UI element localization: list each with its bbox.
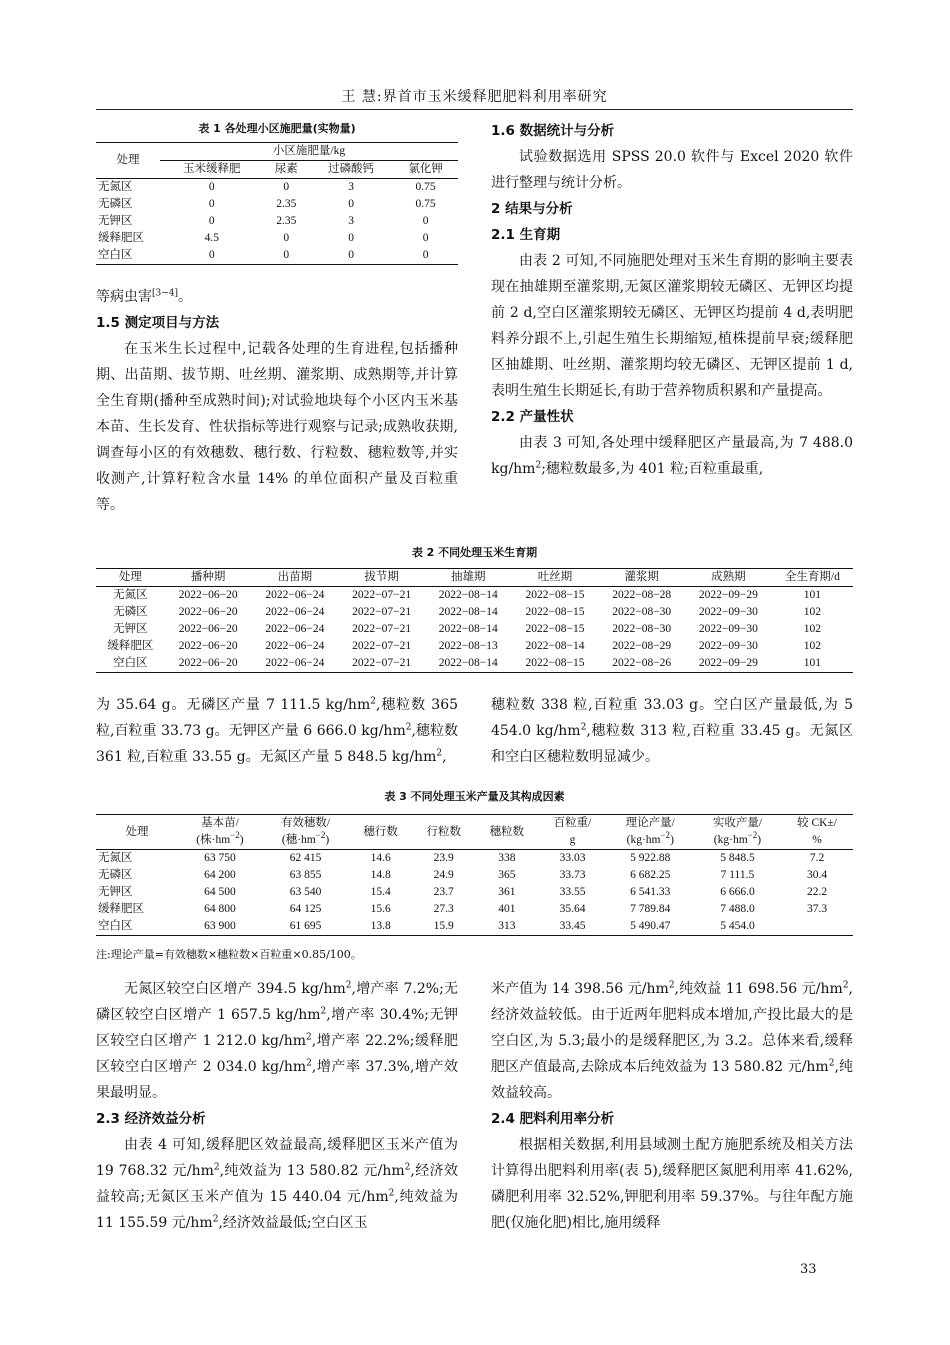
table-cell: 0 bbox=[208, 249, 215, 261]
table-cell: 2022−06−24 bbox=[265, 606, 325, 618]
table3 bbox=[96, 814, 853, 936]
table-cell: 无钾区 bbox=[113, 623, 148, 635]
para-cont: 等病虫害[3−4]。 bbox=[96, 288, 193, 305]
t2-head-col: 吐丝期 bbox=[537, 571, 573, 583]
para-yield-right: 穗粒数 338 粒,百粒重 33.03 g。空白区产量最低,为 5 454.0 $kg/hm^2$,穗粒数 313 粒,百粒重 33.45 g。无氮区和空白区穗粒数明显减少。 bbox=[491, 697, 854, 765]
table-row bbox=[96, 621, 853, 638]
table-cell: 2022−09−30 bbox=[698, 640, 758, 652]
t3-head: 有效穗数/ bbox=[280, 817, 331, 829]
table-cell: 2022−06−24 bbox=[265, 623, 325, 635]
t2-head-col: 播种期 bbox=[190, 571, 226, 583]
t3-head: 实收产量/ bbox=[712, 817, 763, 829]
table-cell: 2022−08−14 bbox=[525, 640, 585, 652]
table-cell: 62 415 bbox=[289, 852, 322, 864]
table-cell: 2022−07−21 bbox=[352, 589, 412, 601]
table-cell: 2022−08−29 bbox=[612, 640, 672, 652]
table-cell: 2022−06−20 bbox=[178, 606, 238, 618]
t3-head-unit: $(kg\cdot hm^{-2})$ bbox=[626, 830, 674, 846]
table-cell: 102 bbox=[803, 606, 821, 618]
table-row bbox=[96, 867, 853, 884]
table3-caption: 表 3 不同处理玉米产量及其构成因素 bbox=[384, 790, 565, 803]
table-row bbox=[96, 230, 458, 247]
table-cell: 无氮区 bbox=[98, 852, 133, 864]
t3-head: 穗粒数 bbox=[475, 815, 538, 850]
table-cell: 5 922.88 bbox=[630, 852, 671, 864]
table-cell: 6 541.33 bbox=[630, 886, 671, 898]
table-cell: 2022−09−29 bbox=[698, 589, 758, 601]
table-cell: 无氮区 bbox=[113, 589, 148, 601]
table-cell: 2022−07−21 bbox=[352, 606, 412, 618]
t3-head: 穗行数 bbox=[349, 815, 412, 850]
table2 bbox=[96, 568, 853, 673]
table-cell: 0 bbox=[348, 232, 354, 244]
table-cell: 30.4 bbox=[806, 869, 828, 881]
table-cell: 401 bbox=[498, 903, 516, 915]
table-cell: 2022−09−30 bbox=[698, 623, 758, 635]
table-cell: 0 bbox=[208, 181, 215, 193]
t2-head-col: 出苗期 bbox=[277, 571, 313, 583]
table-cell: 无钾区 bbox=[98, 215, 133, 227]
table-cell: 0 bbox=[208, 215, 215, 227]
table-cell: 33.73 bbox=[559, 869, 586, 881]
page-number: 33 bbox=[800, 1262, 817, 1277]
table-cell: 无磷区 bbox=[98, 198, 133, 210]
t1-head-col: 尿素 bbox=[274, 163, 298, 175]
table-cell: 2.35 bbox=[276, 215, 297, 227]
heading-2-2: 2.2 产量性状 bbox=[491, 409, 574, 425]
table-cell: 101 bbox=[803, 657, 821, 669]
table-cell: 2.35 bbox=[276, 198, 297, 210]
t1-head-group: 小区施肥量/kg bbox=[160, 143, 458, 161]
t2-body bbox=[96, 587, 853, 673]
header-rule bbox=[96, 109, 853, 110]
table-cell: 15.4 bbox=[370, 886, 391, 898]
table-cell: 13.8 bbox=[370, 920, 391, 932]
table-cell: 2022−09−30 bbox=[698, 606, 758, 618]
table-row bbox=[96, 213, 458, 230]
table-cell: 2022−08−28 bbox=[612, 589, 672, 601]
table-cell: 15.6 bbox=[370, 903, 391, 915]
table-cell: 23.7 bbox=[433, 886, 454, 898]
table-cell: 365 bbox=[498, 869, 516, 881]
table-cell: 37.3 bbox=[806, 903, 828, 915]
table-cell: 361 bbox=[498, 886, 516, 898]
table3-note: 注:理论产量=有效穗数×穗粒数×百粒重×0.85/100。 bbox=[96, 948, 362, 961]
table-cell: 2022−09−29 bbox=[698, 657, 758, 669]
t2-head-col: 处理 bbox=[118, 571, 142, 583]
table-cell: 2022−07−21 bbox=[352, 640, 412, 652]
t2-head-col: 全生育期/d bbox=[784, 571, 840, 583]
table-row bbox=[96, 901, 853, 918]
t2-header-row bbox=[96, 569, 853, 587]
mid-right-column bbox=[491, 692, 853, 770]
t3-head: 基本苗/ bbox=[201, 817, 239, 829]
para-2-1: 由表 2 可知,不同施肥处理对玉米生育期的影响主要表现在抽雄期至灌浆期,无氮区灌浆期较无磷区、无钾区均提前 2 d,空白区灌浆期较无磷区、无钾区均提前 4 d,表明肥料养分跟不上,引起生殖生长期缩短,植株提前早衰;缓释肥区抽雄期、吐丝期、灌浆期均较无磷区、无钾区提前 1 d,表明生殖生长期延长,有助于营养物质积累和产量提高。 bbox=[491, 253, 853, 399]
running-header: 王 慧:界首市玉米缓释肥肥料利用率研究 bbox=[341, 89, 608, 105]
table-cell: 102 bbox=[803, 623, 821, 635]
table-cell: 15.9 bbox=[433, 920, 454, 932]
table-cell: 无钾区 bbox=[98, 886, 133, 898]
table-cell: 22.2 bbox=[806, 886, 828, 898]
table-cell: 2022−06−20 bbox=[178, 657, 238, 669]
t1-head-col: 过磷酸钙 bbox=[328, 163, 375, 175]
table-cell: 313 bbox=[498, 920, 516, 932]
table-row bbox=[96, 655, 853, 673]
table-cell: 6 666.0 bbox=[720, 886, 755, 898]
table-cell: 7 488.0 bbox=[720, 903, 755, 915]
t3-head: 行粒数 bbox=[412, 815, 475, 850]
table-row bbox=[96, 587, 853, 605]
table-cell: 338 bbox=[498, 852, 516, 864]
table-cell: 64 800 bbox=[204, 903, 236, 915]
table-cell: 缓释肥区 bbox=[98, 903, 144, 915]
table-cell: 0 bbox=[283, 232, 290, 244]
table-cell: 64 125 bbox=[289, 903, 322, 915]
table-cell: 空白区 bbox=[98, 920, 133, 932]
heading-1-5: 1.5 测定项目与方法 bbox=[96, 315, 220, 331]
table-row bbox=[96, 884, 853, 901]
table-cell bbox=[781, 918, 853, 936]
table-cell: 5 490.47 bbox=[630, 920, 671, 932]
t2-head-col: 灌浆期 bbox=[624, 571, 659, 583]
table-cell: 0 bbox=[283, 249, 290, 261]
table-row bbox=[96, 638, 853, 655]
table-cell: 2022−06−20 bbox=[178, 623, 238, 635]
table-cell: 2022−07−21 bbox=[352, 657, 412, 669]
table-cell: 0 bbox=[422, 215, 429, 227]
heading-2-1: 2.1 生育期 bbox=[491, 227, 561, 243]
table-cell: 0.75 bbox=[415, 181, 436, 193]
table-cell: 2022−08−26 bbox=[612, 657, 672, 669]
heading-1-6: 1.6 数据统计与分析 bbox=[491, 123, 615, 139]
t1-head-col: 玉米缓释肥 bbox=[183, 163, 241, 175]
table-cell: 63 750 bbox=[204, 852, 236, 864]
table-cell: 2022−08−14 bbox=[438, 589, 498, 601]
mid-left-column bbox=[96, 692, 458, 770]
table-cell: 2022−08−30 bbox=[612, 623, 672, 635]
table-cell: 5 454.0 bbox=[720, 920, 755, 932]
para-yield-left: 为 35.64 g。无磷区产量 7 111.5 $kg/hm^2$,穗粒数 365 粒,百粒重 33.73 g。无钾区产量 6 666.0 $kg/hm^2$,穗粒数 361 粒,百粒重 33.55 g。无氮区产量 5 848.5 $kg/hm^2$, bbox=[96, 696, 459, 765]
table-cell: 64 200 bbox=[204, 869, 236, 881]
t3-head-unit: (株$\cdot hm^{-2}$) bbox=[196, 830, 244, 846]
table2-caption: 表 2 不同处理玉米生育期 bbox=[411, 546, 538, 559]
para-2-3: 由表 4 可知,缓释肥区效益最高,缓释肥区玉米产值为 19 768.32 元$/hm^2$,纯效益为 13 580.82 元$/hm^2$,经济效益较高;无氮区玉米产值为 15 440.04 元$/hm^2$,纯效益为 11 155.59 元$/hm^2$,经济效益最低;空白区玉 bbox=[96, 1137, 458, 1231]
table-cell: 23.9 bbox=[433, 852, 454, 864]
table-cell: 2022−06−20 bbox=[178, 589, 238, 601]
table-row bbox=[96, 604, 853, 621]
para-increase: 无氮区较空白区增产 394.5 $kg/hm^2$,增产率 7.2%;无磷区较空白区增产 1 657.5 $kg/hm^2$,增产率 30.4%;无钾区较空白区增产 1 212.0 $kg/hm^2$,增产率 22.2%;缓释肥区较空白区增产 2 034.0 $kg/hm^2$,增产率 37.3%,增产效果最明显。 bbox=[96, 980, 459, 1101]
table-row bbox=[96, 850, 853, 868]
table-cell: 2022−08−14 bbox=[438, 657, 498, 669]
right-top-column bbox=[491, 118, 853, 482]
t1-head-col: 氯化钾 bbox=[408, 163, 443, 175]
table-cell: 2022−08−15 bbox=[525, 623, 585, 635]
table-cell: 缓释肥区 bbox=[98, 232, 144, 244]
table-cell: 101 bbox=[803, 589, 821, 601]
t3-head: 较 CK±/ bbox=[797, 817, 837, 829]
para-econ-cont: 米产值为 14 398.56 元$/hm^2$,纯效益 11 698.56 元$/hm^2$,经济效益较低。由于近两年肥料成本增加,产投比最大的是空白区,为 5.3;最小的是缓释肥区,为 3.2。总体来看,缓释肥区产值最高,去除成本后纯效益为 13 580.82 元$/hm^2$,纯效益较高。 bbox=[491, 980, 854, 1101]
table-cell: 2022−08−14 bbox=[438, 623, 498, 635]
t3-head-unit: % bbox=[812, 834, 822, 846]
table-cell: 2022−08−15 bbox=[525, 606, 585, 618]
table-cell: 0 bbox=[208, 198, 215, 210]
table-cell: 空白区 bbox=[113, 657, 148, 669]
table-cell: 3 bbox=[348, 215, 354, 227]
para-2-4: 根据相关数据,利用县域测土配方施肥系统及相关方法计算得出肥料利用率(表 5),缓释肥区氮肥利用率 41.62%,磷肥利用率 32.52%,钾肥利用率 59.37%。与往年配方施肥(仅施化肥)相比,施用缓释 bbox=[491, 1137, 853, 1231]
t3-head: 百粒重/ bbox=[553, 817, 592, 829]
left-top-column bbox=[96, 284, 458, 518]
table-cell: 缓释肥区 bbox=[107, 640, 154, 652]
table-cell: 2022−08−14 bbox=[438, 606, 498, 618]
bottom-right-column bbox=[491, 976, 853, 1236]
t3-head-treat: 处理 bbox=[96, 815, 178, 850]
para-1-5: 在玉米生长过程中,记载各处理的生育进程,包括播种期、出苗期、拔节期、吐丝期、灌浆期、成熟期等,并计算全生育期(播种至成熟时间);对试验地块每个小区内玉米基本苗、生长发育、性状指标等进行观察与记录;成熟收获期,调查每小区的有效穗数、穗行数、行粒数、穗粒数等,并实收测产,计算籽粒含水量 14% 的单位面积产量及百粒重等。 bbox=[96, 341, 458, 513]
table-cell: 0 bbox=[422, 232, 429, 244]
table-cell: 无磷区 bbox=[98, 869, 133, 881]
t1-body bbox=[96, 179, 458, 265]
table-cell: 61 695 bbox=[289, 920, 322, 932]
heading-2-4: 2.4 肥料利用率分析 bbox=[491, 1111, 615, 1127]
table-cell: 63 855 bbox=[289, 869, 322, 881]
table-cell: 4.5 bbox=[204, 232, 219, 244]
table1 bbox=[96, 142, 458, 265]
table-row bbox=[96, 247, 458, 265]
table-cell: 2022−06−20 bbox=[178, 640, 238, 652]
table-cell: 2022−08−15 bbox=[525, 589, 585, 601]
t2-head-col: 拔节期 bbox=[364, 571, 399, 583]
table-cell: 33.03 bbox=[559, 852, 586, 864]
table-cell: 6 682.25 bbox=[630, 869, 671, 881]
table-cell: 2022−08−30 bbox=[612, 606, 672, 618]
t3-head: 理论产量/ bbox=[625, 817, 675, 829]
table-cell: 0.75 bbox=[415, 198, 436, 210]
t3-head-unit: g bbox=[569, 834, 576, 846]
table-cell: 64 500 bbox=[204, 886, 236, 898]
table-cell: 7 789.84 bbox=[630, 903, 671, 915]
table-cell: 24.9 bbox=[433, 869, 454, 881]
para-2-2: 由表 3 可知,各处理中缓释肥区产量最高,为 7 488.0 $kg/hm^2$;穗粒数最多,为 401 粒;百粒重最重, bbox=[491, 435, 853, 477]
table-cell: 无磷区 bbox=[113, 606, 148, 618]
table-cell: 2022−06−24 bbox=[265, 589, 325, 601]
table-cell: 63 540 bbox=[289, 886, 322, 898]
t1-head-treat: 处理 bbox=[96, 143, 160, 179]
table-cell: 3 bbox=[348, 181, 354, 193]
table-row bbox=[96, 196, 458, 213]
table-cell: 5 848.5 bbox=[720, 852, 755, 864]
table-cell: 33.55 bbox=[559, 886, 586, 898]
table-cell: 2022−06−24 bbox=[265, 640, 325, 652]
table-cell: 7 111.5 bbox=[720, 869, 755, 881]
table-cell: 2022−06−24 bbox=[265, 657, 325, 669]
t2-head-col: 成熟期 bbox=[711, 571, 746, 583]
table-row bbox=[96, 918, 853, 936]
table-cell: 14.6 bbox=[370, 852, 391, 864]
t3-head-unit: (穗$\cdot hm^{-2}$) bbox=[281, 830, 330, 846]
table-cell: 14.8 bbox=[370, 869, 391, 881]
table-cell: 空白区 bbox=[98, 249, 133, 261]
table-cell: 0 bbox=[348, 249, 354, 261]
t3-body bbox=[96, 850, 853, 936]
t3-head-unit: $(kg\cdot hm^{-2})$ bbox=[713, 830, 762, 846]
table-cell: 2022−08−13 bbox=[438, 640, 498, 652]
table-cell: 0 bbox=[348, 198, 354, 210]
table-cell: 27.3 bbox=[433, 903, 454, 915]
table-cell: 无氮区 bbox=[98, 181, 133, 193]
para-1-6: 试验数据选用 SPSS 20.0 软件与 Excel 2020 软件进行整理与统计分析。 bbox=[491, 149, 853, 191]
table-cell: 0 bbox=[283, 181, 290, 193]
table-cell: 0 bbox=[422, 249, 429, 261]
table-row bbox=[96, 179, 458, 197]
table-cell: 35.64 bbox=[559, 903, 586, 915]
t2-head-col: 抽雄期 bbox=[451, 571, 486, 583]
table-cell: 2022−07−21 bbox=[352, 623, 412, 635]
table-cell: 102 bbox=[803, 640, 821, 652]
table-cell: 2022−08−15 bbox=[525, 657, 585, 669]
heading-2: 2 结果与分析 bbox=[491, 201, 573, 217]
table-cell: 7.2 bbox=[809, 852, 825, 864]
bottom-left-column bbox=[96, 976, 458, 1236]
heading-2-3: 2.3 经济效益分析 bbox=[96, 1111, 206, 1127]
table-cell: 63 900 bbox=[204, 920, 236, 932]
table1-caption: 表 1 各处理小区施肥量(实物量) bbox=[198, 122, 356, 135]
table-cell: 33.45 bbox=[559, 920, 586, 932]
